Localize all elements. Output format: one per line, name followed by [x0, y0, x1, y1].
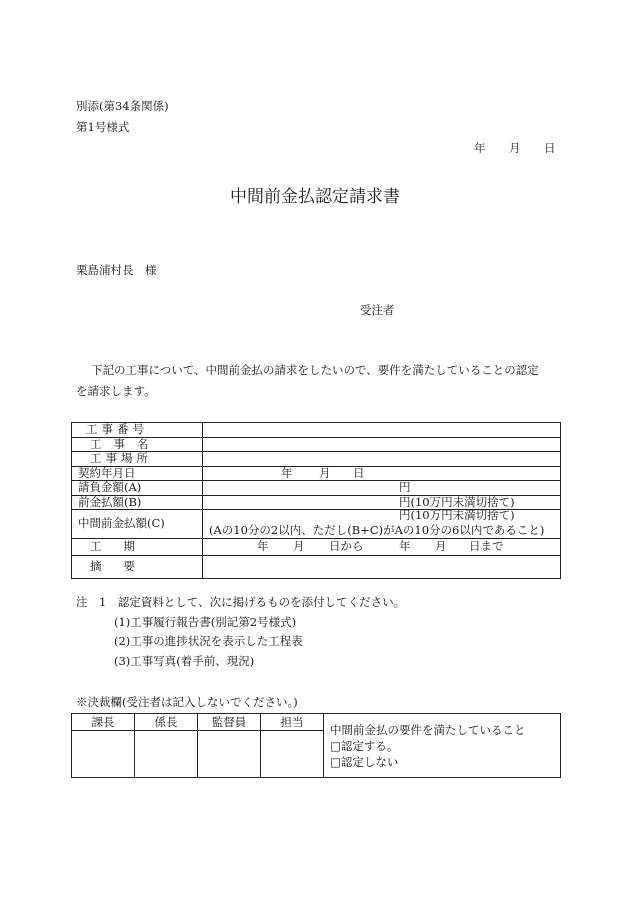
- contract-year: 年: [281, 465, 293, 480]
- notes-item-1: (1)工事履行報告書(別記第2号様式): [114, 615, 297, 629]
- contract-amount-value: [203, 481, 561, 496]
- date-year: 年: [474, 141, 486, 155]
- decision-table: [71, 713, 561, 778]
- notes-item-3: (3)工事写真(着手前、現況): [114, 654, 255, 668]
- table-row: [72, 437, 561, 452]
- table-row: [72, 423, 561, 438]
- table-row: [72, 452, 561, 467]
- reject-option[interactable]: □認定しない: [330, 754, 399, 769]
- notes-item-2: (2)工事の進捗状況を表示した工程表: [114, 634, 303, 648]
- period-to-day: 日まで: [469, 539, 504, 553]
- contract-date-label: 契約年月日: [72, 466, 203, 481]
- header-staff: 担当: [261, 714, 324, 731]
- addressee: 栗島浦村長 様: [76, 263, 157, 277]
- date-month: 月: [509, 141, 521, 155]
- period-to-year: 年: [399, 539, 411, 553]
- interim-payment-unit: 円(10万円未満切捨て): [399, 508, 515, 522]
- contract-day: 日: [353, 465, 365, 480]
- header-subsection-chief: 係長: [135, 714, 198, 731]
- table-row: [72, 556, 561, 579]
- header-section-chief: 課長: [72, 714, 135, 731]
- period-from-day: 日から: [329, 539, 364, 553]
- requirement-text: 中間前金払の要件を満たしていること: [330, 722, 526, 737]
- notes-heading: 注 1 認定資料として、次に掲げるものを添付してください。: [76, 595, 406, 609]
- header-supervisor: 監督員: [198, 714, 261, 731]
- interim-payment-value: [203, 510, 561, 539]
- body-text-line1: 下記の工事について、中間前金払の請求をしたいので、要件を満たしていることの認定: [91, 363, 539, 377]
- decision-title: ※決裁欄(受注者は記入しないでください。): [76, 695, 298, 709]
- table-row: [72, 466, 561, 481]
- body-text-line2: を請求します。: [76, 384, 156, 398]
- period-to-month: 月: [435, 539, 447, 553]
- contract-amount-unit: 円: [399, 480, 411, 494]
- interim-payment-label: 中間前金払額(C): [72, 510, 203, 539]
- construction-name-label: 工事名: [72, 437, 203, 452]
- construction-site-label: 工事場所: [72, 452, 203, 467]
- info-table: [71, 422, 561, 579]
- form-number: 第1号様式: [76, 120, 130, 134]
- construction-number-label: 工事番号: [72, 423, 203, 438]
- table-row: [72, 714, 561, 731]
- seal-subsection-chief[interactable]: [135, 731, 198, 778]
- construction-site-value: [203, 452, 561, 467]
- appendix-label: 別添(第34条関係): [76, 99, 169, 113]
- summary-label: 摘要: [72, 556, 203, 579]
- period-from-month: 月: [293, 539, 305, 553]
- table-row: [72, 510, 561, 539]
- table-row: [72, 481, 561, 496]
- contract-month: 月: [319, 465, 331, 480]
- contract-amount-label: 請負金額(A): [72, 481, 203, 496]
- construction-name-value: [203, 437, 561, 452]
- seal-supervisor[interactable]: [198, 731, 261, 778]
- summary-value: [203, 556, 561, 579]
- table-row: [72, 539, 561, 556]
- period-from-year: 年: [257, 539, 269, 553]
- decision-options: [324, 714, 561, 778]
- contract-date-value: [203, 466, 561, 481]
- interim-payment-note: (Aの10分の2以内、ただし(B+C)がAの10分の6以内であること): [209, 523, 545, 537]
- document-title: 中間前金払認定請求書: [230, 187, 400, 207]
- seal-section-chief[interactable]: [72, 731, 135, 778]
- approve-option[interactable]: □認定する。: [330, 738, 399, 753]
- contractor-label: 受注者: [360, 303, 395, 317]
- seal-staff[interactable]: [261, 731, 324, 778]
- date-day: 日: [544, 141, 556, 155]
- period-label: 工期: [72, 539, 203, 556]
- advance-payment-unit: 円(10万円未満切捨て): [399, 494, 515, 509]
- advance-payment-label: 前金払額(B): [72, 495, 203, 510]
- construction-number-value: [203, 423, 561, 438]
- period-value: [203, 539, 561, 556]
